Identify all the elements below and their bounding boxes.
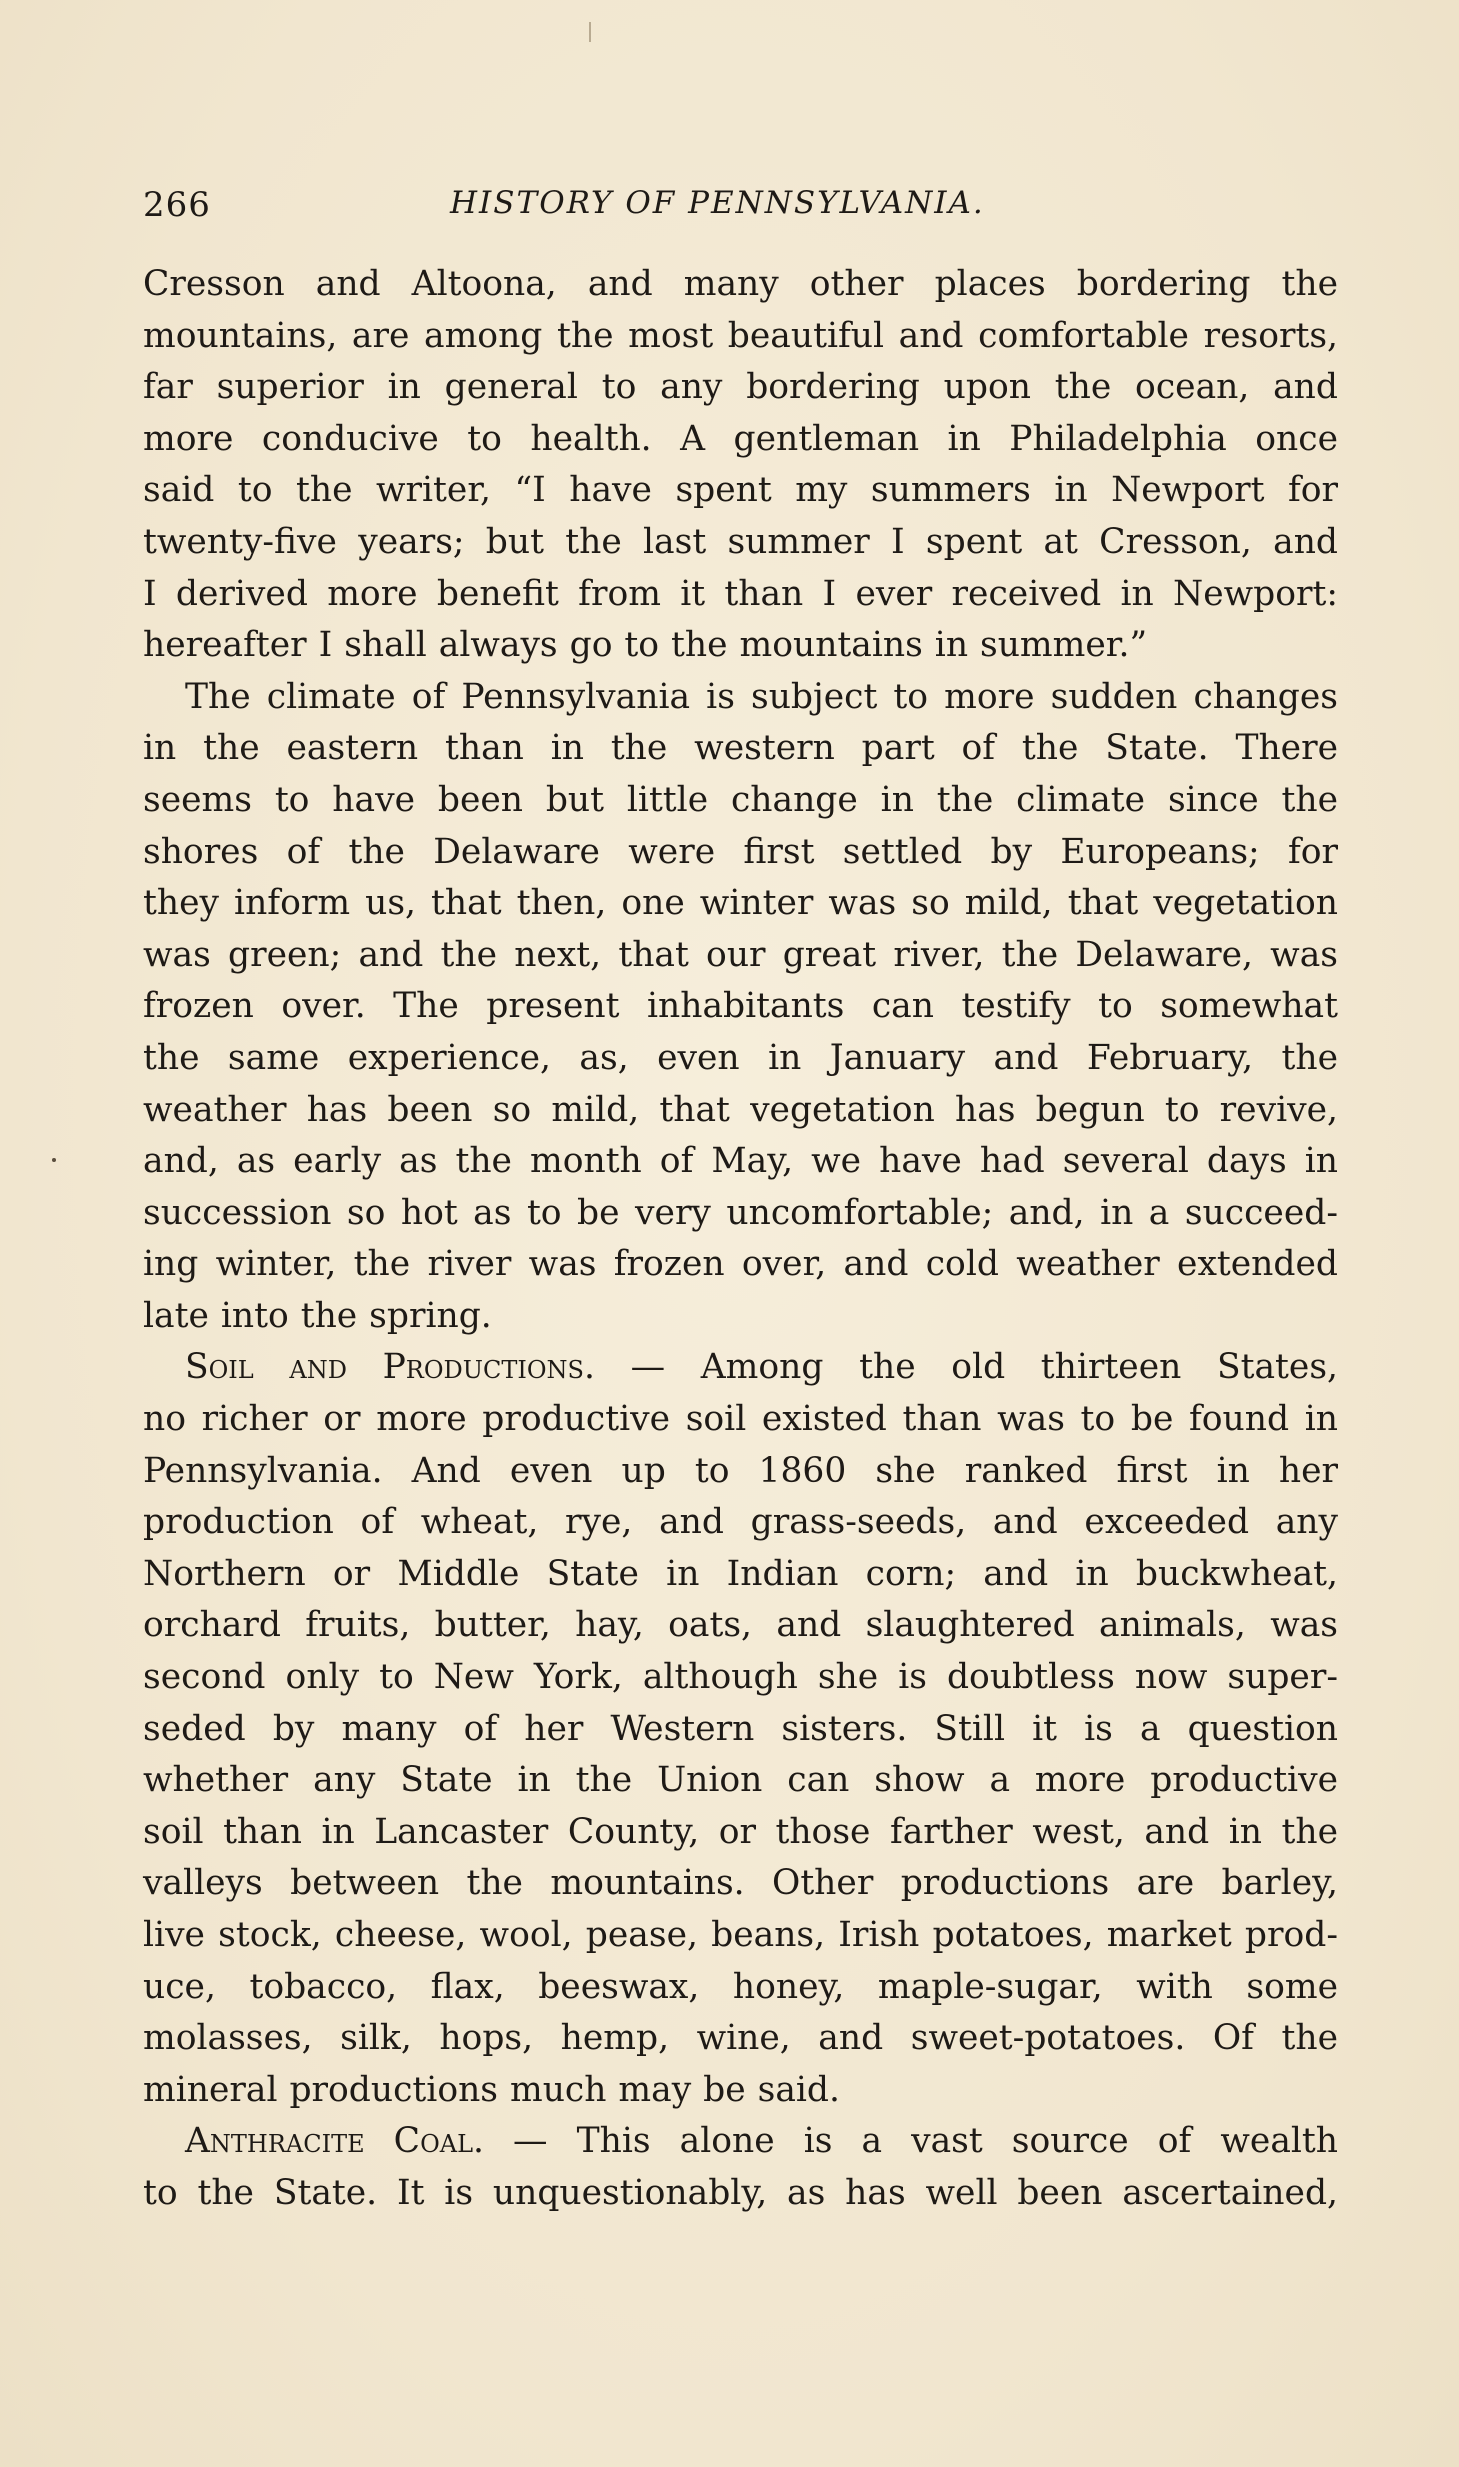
- text-line: twenty-five years; but the last summer I spent at Cresson, and: [143, 521, 1338, 562]
- heading-dash: —: [594, 1347, 701, 1388]
- text-line: more conducive to health. A gentleman in Philadelphia once: [143, 418, 1338, 459]
- top-margin-mark: [589, 22, 591, 42]
- text-line: in the eastern than in the western part of the State. There: [143, 728, 1338, 769]
- page-header: [143, 185, 1338, 235]
- text-line: no richer or more productive soil existed than was to be found in: [143, 1399, 1338, 1440]
- page-number: 266: [143, 185, 211, 225]
- section-soil-first-line: [143, 1342, 1338, 1394]
- margin-speck: [52, 1158, 56, 1162]
- running-head: HISTORY OF PENNSYLVANIA.: [450, 185, 985, 221]
- text-line: whether any State in the Union can show a more productive: [143, 1760, 1338, 1801]
- text-line: and, as early as the month of May, we have had several days in: [143, 1141, 1338, 1182]
- text-line: Pennsylvania. And even up to 1860 she ranked first in her: [143, 1450, 1338, 1491]
- text-line: mountains, are among the most beautiful and comfortable resorts,: [143, 315, 1338, 356]
- text-line: uce, tobacco, flax, beeswax, honey, maple-sugar, with some: [143, 1966, 1338, 2007]
- text-line: Cresson and Altoona, and many other places bordering the: [143, 264, 1338, 304]
- text-line: said to the writer, “I have spent my summers in Newport for: [143, 470, 1338, 511]
- text-line: ing winter, the river was frozen over, and cold weather extended: [143, 1244, 1338, 1285]
- text-line: far superior in general to any bordering upon the ocean, and: [143, 367, 1338, 408]
- text-line: to the State. It is unquestionably, as has well been ascertained,: [143, 2172, 1338, 2213]
- text-line: late into the spring.: [143, 1295, 492, 1336]
- text-line: live stock, cheese, wool, pease, beans, Irish potatoes, market prod-: [143, 1915, 1338, 1955]
- text-line: valleys between the mountains. Other productions are barley,: [143, 1863, 1338, 1904]
- text-line: Northern or Middle State in Indian corn; and in buckwheat,: [143, 1553, 1338, 1594]
- section-coal-first-line: [143, 2116, 1338, 2168]
- text-line: seems to have been but little change in the climate since the: [143, 779, 1338, 820]
- text-line: was green; and the next, that our great river, the Delaware, was: [143, 934, 1338, 975]
- section-soil-opening: Among the old thirteen States,: [700, 1347, 1338, 1388]
- text-line: frozen over. The present inhabitants can testify to somewhat: [143, 986, 1338, 1027]
- text-line: the same experience, as, even in January and February, the: [143, 1037, 1338, 1078]
- heading-dash: —: [484, 2121, 577, 2162]
- section-coal-opening: This alone is a vast source of wealth: [576, 2121, 1339, 2162]
- text-line: production of wheat, rye, and grass-seeds, and exceeded any: [143, 1502, 1338, 1543]
- section-heading-soil: Soil and Productions.: [185, 1347, 595, 1388]
- text-line: soil than in Lancaster County, or those farther west, and in the: [143, 1811, 1338, 1852]
- text-line: The climate of Pennsylvania is subject to more sudden changes: [185, 676, 1338, 717]
- text-line: succession so hot as to be very uncomfortable; and, in a succeed-: [143, 1192, 1338, 1233]
- text-line: molasses, silk, hops, hemp, wine, and sweet-potatoes. Of the: [143, 2018, 1338, 2059]
- text-line: weather has been so mild, that vegetation has begun to revive,: [143, 1089, 1338, 1130]
- text-line: orchard fruits, butter, hay, oats, and slaughtered animals, was: [143, 1605, 1338, 1646]
- text-line: second only to New York, although she is doubtless now super-: [143, 1657, 1338, 1698]
- text-line: I derived more benefit from it than I ever received in Newport:: [143, 573, 1338, 614]
- text-line: shores of the Delaware were first settled by Europeans; for: [143, 831, 1338, 872]
- text-line: mineral productions much may be said.: [143, 2069, 840, 2110]
- body-text: [143, 259, 1338, 2220]
- text-line: hereafter I shall always go to the mountains in summer.”: [143, 625, 1148, 666]
- text-line: they inform us, that then, one winter was so mild, that vegetation: [143, 883, 1338, 924]
- section-heading-coal: Anthracite Coal.: [185, 2121, 484, 2162]
- text-line: seded by many of her Western sisters. Still it is a question: [143, 1708, 1338, 1749]
